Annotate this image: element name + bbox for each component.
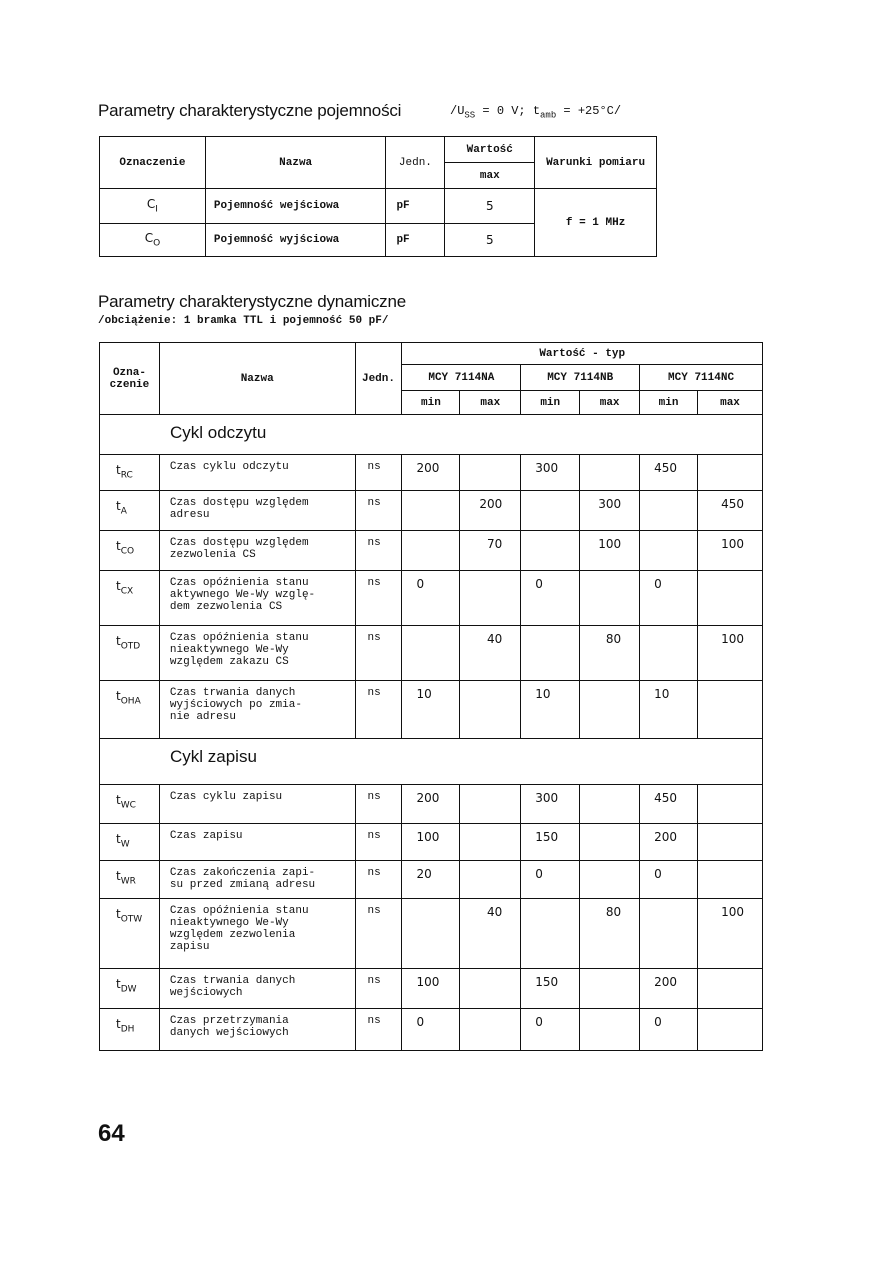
value-nc-min: 450 [640, 455, 698, 491]
param-unit: ns [355, 969, 402, 1009]
value-na-max: 200 [460, 491, 521, 531]
param-name-line: wyjściowych po zmia- [169, 699, 302, 711]
table-row [100, 899, 763, 969]
value-nb-max [580, 861, 640, 899]
param-symbol [100, 571, 160, 626]
value-nb-max: 300 [580, 491, 640, 531]
section-title: Cykl odczytu [100, 415, 763, 455]
cap-cond-sub1: SS [464, 110, 476, 121]
value-nb-min [521, 626, 580, 681]
param-name-line: aktywnego We-Wy wzglę- [169, 589, 316, 601]
value-nc-max [698, 571, 763, 626]
param-name-line: zapisu [169, 941, 210, 953]
section-row [100, 415, 763, 455]
value-na-max: 40 [460, 626, 521, 681]
param-name [159, 785, 355, 824]
cap-header-max: max [445, 163, 535, 189]
param-name [159, 455, 355, 491]
param-name-line: Czas opóźnienia stanu [169, 577, 309, 589]
table-row [100, 571, 763, 626]
param-name [159, 681, 355, 739]
cap-header-unit: Jedn. [386, 137, 445, 189]
param-unit: ns [355, 626, 402, 681]
capacitance-table [99, 136, 657, 257]
value-nb-max: 80 [580, 899, 640, 969]
param-symbol-sub: W [120, 839, 130, 850]
param-symbol-sub: OTW [120, 914, 143, 925]
value-nc-min: 450 [640, 785, 698, 824]
param-name-line: dem zezwolenia CS [169, 601, 283, 613]
type-header-na: MCY 7114NA [402, 365, 521, 391]
value-nc-max [698, 455, 763, 491]
param-name-line: Czas przetrzymania [169, 1015, 289, 1027]
value-na-max: 70 [460, 531, 521, 571]
cap-cond-sub2: amb [540, 110, 557, 121]
value-nb-min [521, 531, 580, 571]
param-unit: ns [355, 491, 402, 531]
value-nb-max [580, 681, 640, 739]
value-nb-min: 150 [521, 969, 580, 1009]
value-na-min [402, 491, 460, 531]
param-symbol-base: t [116, 832, 121, 846]
cap-conditions [450, 104, 621, 120]
param-symbol-sub: DH [120, 1024, 135, 1035]
param-symbol [100, 1009, 160, 1051]
value-nc-max: 450 [698, 491, 763, 531]
table-row [100, 1009, 763, 1051]
param-symbol [100, 969, 160, 1009]
value-nb-min [521, 899, 580, 969]
param-name-line: Czas zakończenia zapi- [169, 867, 316, 879]
table-row [100, 824, 763, 861]
param-symbol [100, 681, 160, 739]
param-name-line: nie adresu [169, 711, 236, 723]
param-name [159, 824, 355, 861]
value-na-max [460, 861, 521, 899]
param-symbol-base: t [116, 793, 121, 807]
param-symbol-sub: WR [120, 876, 136, 887]
param-symbol [100, 491, 160, 531]
cap-cond-a: /U [450, 104, 465, 118]
value-nb-max: 100 [580, 531, 640, 571]
value-nb-min: 150 [521, 824, 580, 861]
cap-name: Pojemność wejściowa [205, 189, 386, 224]
param-name-line: Czas trwania danych [169, 975, 296, 987]
value-na-min [402, 899, 460, 969]
cap-header-conditions: Warunki pomiaru [535, 137, 657, 189]
param-symbol [100, 861, 160, 899]
param-name [159, 861, 355, 899]
param-name-line: względem zezwolenia [169, 929, 296, 941]
param-symbol-base: t [116, 689, 121, 703]
param-unit: ns [355, 571, 402, 626]
value-nc-max [698, 824, 763, 861]
value-nb-max [580, 785, 640, 824]
value-na-max [460, 1009, 521, 1051]
dyn-header-value: Wartość - typ [402, 343, 763, 365]
param-name [159, 571, 355, 626]
param-name-line: adresu [169, 509, 210, 521]
cap-unit: pF [386, 224, 445, 257]
value-na-min: 100 [402, 824, 460, 861]
max-header: max [580, 391, 640, 415]
param-name-line: zezwolenia CS [169, 549, 256, 561]
cap-max: 5 [445, 189, 535, 224]
param-symbol-sub: CX [120, 586, 134, 597]
type-header-nb: MCY 7114NB [521, 365, 640, 391]
value-nc-min: 0 [640, 571, 698, 626]
param-unit: ns [355, 455, 402, 491]
value-na-min: 10 [402, 681, 460, 739]
value-nc-max: 100 [698, 899, 763, 969]
param-name-line: Czas opóźnienia stanu [169, 632, 309, 644]
dynamic-parameters-table [99, 342, 763, 1051]
param-name-line: nieaktywnego We-Wy [169, 917, 289, 929]
value-nc-min: 10 [640, 681, 698, 739]
min-header: min [640, 391, 698, 415]
param-unit: ns [355, 1009, 402, 1051]
value-nb-max [580, 1009, 640, 1051]
cap-name: Pojemność wyjściowa [205, 224, 386, 257]
table-row [100, 491, 763, 531]
param-symbol [100, 626, 160, 681]
param-symbol [100, 455, 160, 491]
param-symbol-sub: CO [120, 546, 135, 557]
dyn-header-symbol: Ozna-czenie [100, 343, 160, 415]
param-unit: ns [355, 531, 402, 571]
param-name [159, 969, 355, 1009]
param-unit: ns [355, 681, 402, 739]
value-nb-max [580, 824, 640, 861]
param-symbol-base: t [116, 977, 121, 991]
param-symbol-sub: OHA [120, 696, 141, 707]
param-name [159, 531, 355, 571]
value-nb-min: 0 [521, 571, 580, 626]
value-nc-min [640, 531, 698, 571]
param-name [159, 491, 355, 531]
section-row [100, 739, 763, 785]
param-symbol-base: t [116, 1017, 121, 1031]
value-na-min: 200 [402, 785, 460, 824]
value-na-min: 200 [402, 455, 460, 491]
value-nc-max [698, 969, 763, 1009]
page-number: 64 [98, 1120, 125, 1147]
cap-header-symbol: Oznaczenie [100, 137, 206, 189]
param-name-line: nieaktywnego We-Wy [169, 644, 289, 656]
value-nb-min [521, 491, 580, 531]
value-nc-max [698, 1009, 763, 1051]
table-row [100, 681, 763, 739]
min-header: min [402, 391, 460, 415]
dyn-header-unit: Jedn. [355, 343, 402, 415]
param-unit: ns [355, 824, 402, 861]
param-name [159, 899, 355, 969]
cap-condition-value: f = 1 MHz [535, 189, 657, 257]
dyn-title: Parametry charakterystyczne dynamiczne [98, 292, 406, 311]
value-na-max [460, 969, 521, 1009]
param-name-line: Czas trwania danych [169, 687, 296, 699]
table-row [100, 861, 763, 899]
cap-symbol-base: C [144, 231, 154, 246]
param-symbol-base: t [116, 869, 121, 883]
value-na-max: 40 [460, 899, 521, 969]
table-row [100, 969, 763, 1009]
param-name-line: Czas dostępu względem [169, 537, 309, 549]
param-unit: ns [355, 899, 402, 969]
value-na-min: 20 [402, 861, 460, 899]
param-unit: ns [355, 785, 402, 824]
cap-title: Parametry charakterystyczne pojemności [98, 101, 402, 120]
value-nc-max [698, 861, 763, 899]
value-nc-max: 100 [698, 626, 763, 681]
value-nc-min: 200 [640, 969, 698, 1009]
param-symbol [100, 899, 160, 969]
value-nb-min: 0 [521, 861, 580, 899]
section-title: Cykl zapisu [100, 739, 763, 785]
param-name [159, 1009, 355, 1051]
param-name-line: wejściowych [169, 987, 243, 999]
max-header: max [698, 391, 763, 415]
table-row [100, 626, 763, 681]
value-nb-max: 80 [580, 626, 640, 681]
value-na-min: 0 [402, 1009, 460, 1051]
param-symbol [100, 531, 160, 571]
value-nb-min: 0 [521, 1009, 580, 1051]
cap-header-value: Wartość [445, 137, 535, 163]
table-row [100, 531, 763, 571]
value-nb-min: 10 [521, 681, 580, 739]
cap-row [100, 189, 657, 224]
value-nc-min: 0 [640, 861, 698, 899]
cap-symbol-base: C [146, 197, 156, 212]
value-na-max [460, 785, 521, 824]
value-na-max [460, 681, 521, 739]
min-header: min [521, 391, 580, 415]
table-row [100, 455, 763, 491]
value-nc-min: 200 [640, 824, 698, 861]
value-nc-min [640, 899, 698, 969]
value-nb-max [580, 571, 640, 626]
value-nc-max [698, 785, 763, 824]
value-nb-max [580, 969, 640, 1009]
value-na-max [460, 455, 521, 491]
param-symbol-base: t [116, 634, 121, 648]
param-name-line: Czas zapisu [169, 830, 243, 842]
param-symbol-base: t [116, 539, 121, 553]
param-name-line: względem zakazu CS [169, 656, 289, 668]
param-name-line: Czas dostępu względem [169, 497, 309, 509]
param-name-line: Czas cyklu odczytu [169, 461, 289, 473]
cap-max: 5 [445, 224, 535, 257]
param-name-line: Czas opóźnienia stanu [169, 905, 309, 917]
dyn-subtitle: /obciążenie: 1 bramka TTL i pojemność 50 pF/ [98, 315, 389, 327]
param-name-line: danych wejściowych [169, 1027, 289, 1039]
value-nc-min [640, 491, 698, 531]
param-symbol-base: t [116, 907, 121, 921]
param-name-line: Czas cyklu zapisu [169, 791, 283, 803]
dyn-header-name: Nazwa [159, 343, 355, 415]
value-nb-min: 300 [521, 455, 580, 491]
cap-unit: pF [386, 189, 445, 224]
value-nb-max [580, 455, 640, 491]
cap-symbol-sub: I [155, 204, 158, 215]
value-na-min [402, 626, 460, 681]
param-symbol-sub: OTD [120, 641, 141, 652]
param-symbol-sub: A [120, 506, 127, 517]
param-symbol-sub: RC [120, 470, 133, 481]
value-na-min: 0 [402, 571, 460, 626]
value-nc-max [698, 681, 763, 739]
param-name [159, 626, 355, 681]
value-nc-min [640, 626, 698, 681]
param-symbol-sub: DW [120, 984, 137, 995]
param-name-line: su przed zmianą adresu [169, 879, 316, 891]
param-symbol-base: t [116, 579, 121, 593]
value-na-min: 100 [402, 969, 460, 1009]
param-symbol-base: t [116, 463, 121, 477]
table-row [100, 785, 763, 824]
param-symbol [100, 824, 160, 861]
value-nb-min: 300 [521, 785, 580, 824]
cap-symbol-sub: O [153, 238, 161, 249]
value-na-min [402, 531, 460, 571]
value-nc-max: 100 [698, 531, 763, 571]
cap-cond-c: = +25°C/ [556, 104, 622, 118]
type-header-nc: MCY 7114NC [640, 365, 763, 391]
cap-header-name: Nazwa [205, 137, 386, 189]
param-symbol-base: t [116, 499, 121, 513]
value-na-max [460, 824, 521, 861]
param-symbol-sub: WC [120, 800, 136, 811]
max-header: max [460, 391, 521, 415]
param-unit: ns [355, 861, 402, 899]
param-symbol [100, 785, 160, 824]
cap-symbol [100, 189, 206, 224]
value-nc-min: 0 [640, 1009, 698, 1051]
cap-symbol [100, 224, 206, 257]
value-na-max [460, 571, 521, 626]
cap-cond-b: = 0 V; t [475, 104, 541, 118]
